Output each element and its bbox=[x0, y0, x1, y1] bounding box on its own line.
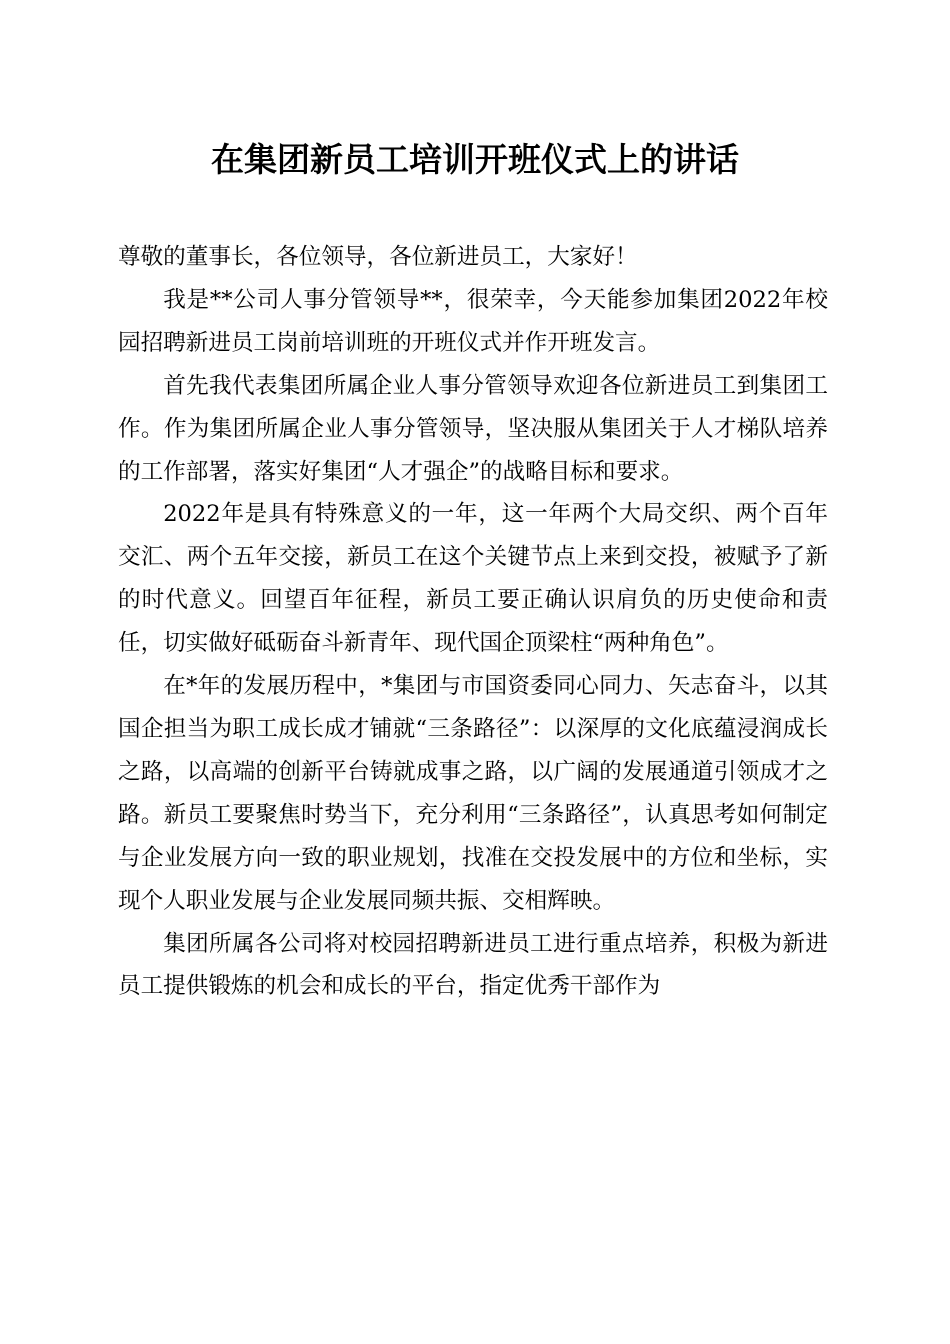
paragraph: 集团所属各公司将对校园招聘新进员工进行重点培养，积极为新进员工提供锻炼的机会和成长的平台，指定优秀干部作为 bbox=[118, 930, 828, 1000]
document-body bbox=[118, 236, 828, 1008]
salutation: 尊敬的董事长，各位领导，各位新进员工，大家好！ bbox=[118, 244, 638, 270]
document-title: 在集团新员工培训开班仪式上的讲话 bbox=[211, 140, 739, 179]
paragraph: 首先我代表集团所属企业人事分管领导欢迎各位新进员工到集团工作。作为集团所属企业人事分管领导，坚决服从集团关于人才梯队培养的工作部署，落实好集团“人才强企”的战略目标和要求。 bbox=[118, 372, 828, 485]
paragraph: 我是**公司人事分管领导**，很荣幸，今天能参加集团2022年校园招聘新进员工岗前培训班的开班仪式并作开班发言。 bbox=[118, 286, 828, 356]
paragraph: 在*年的发展历程中，*集团与市国资委同心同力、矢志奋斗，以其国企担当为职工成长成才铺就“三条路径”：以深厚的文化底蕴浸润成长之路，以高端的创新平台铸就成事之路，以广阔的发展通道引领成才之路。新员工要聚焦时势当下，充分利用“三条路径”，认真思考如何制定与企业发展方向一致的职业规划，找准在交投发展中的方位和坐标，实现个人职业发展与企业发展同频共振、交相辉映。 bbox=[118, 673, 828, 914]
paragraph: 2022年是具有特殊意义的一年，这一年两个大局交织、两个百年交汇、两个五年交接，新员工在这个关键节点上来到交投，被赋予了新的时代意义。回望百年征程，新员工要正确认识肩负的历史使命和责任，切实做好砥砺奋斗新青年、现代国企顶梁柱“两种角色”。 bbox=[118, 501, 828, 657]
